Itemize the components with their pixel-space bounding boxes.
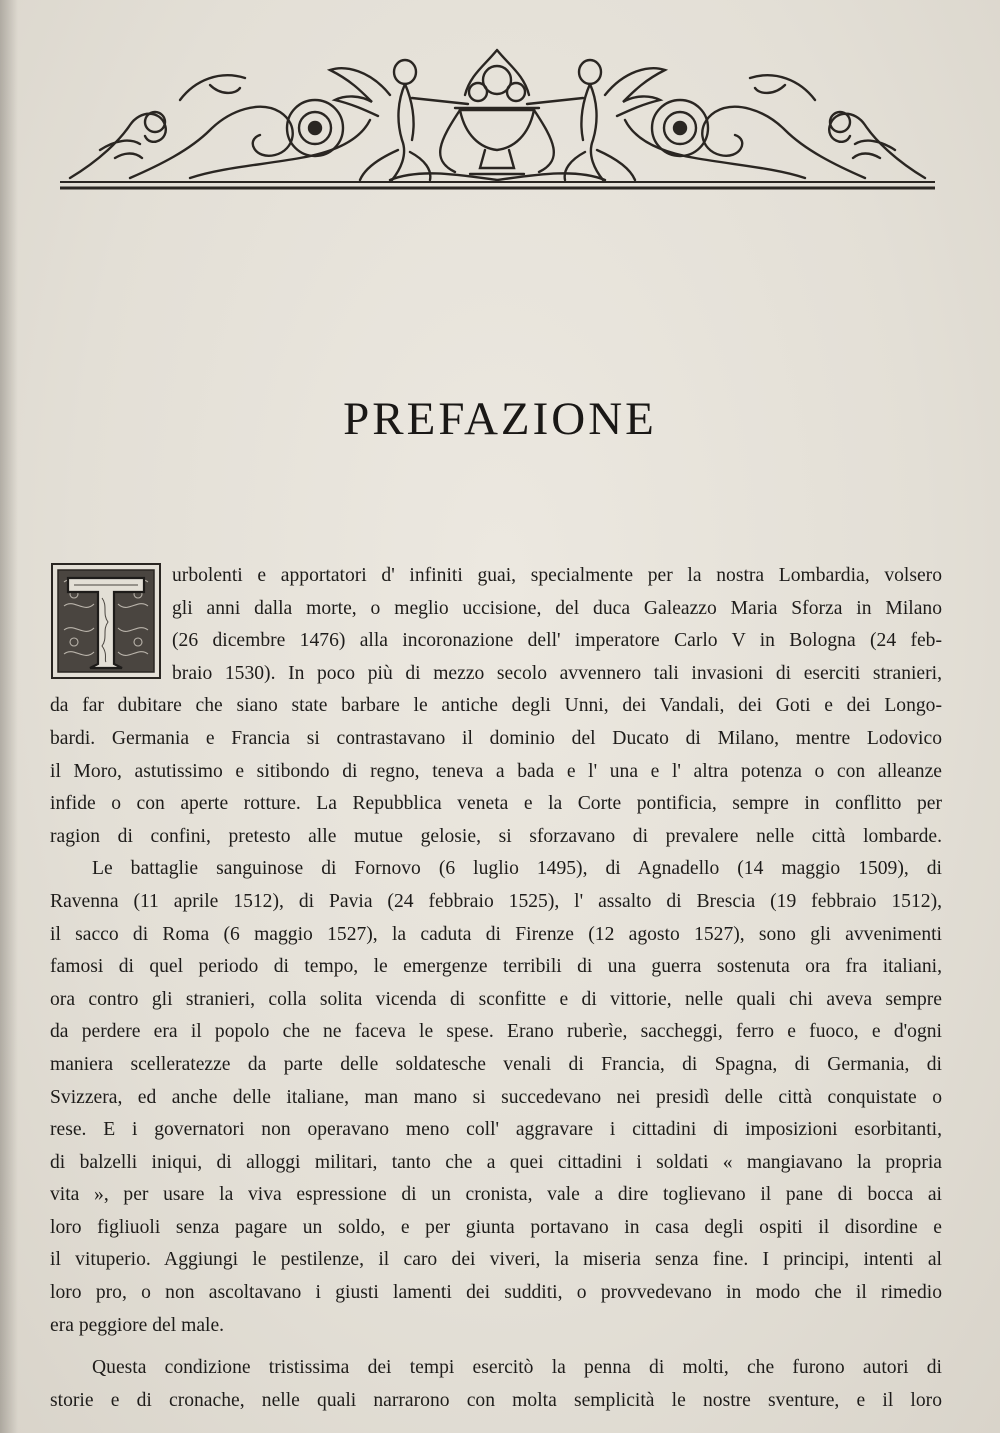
- text-line: il Moro, astutissimo e sitibondo di regno, teneva a bada e l' una e l' altra potenza o con alleanze: [50, 760, 942, 782]
- text-line: storie e di cronache, nelle quali narrarono con molta semplicità le nostre sventure, e il loro: [50, 1389, 942, 1411]
- text-line: (26 dicembre 1476) alla incoronazione dell' imperatore Carlo V in Bologna (24 feb-: [172, 630, 942, 652]
- text-line: rese. E i governatori non operavano meno coll' aggravare i cittadini di imposizioni esorbitanti,: [50, 1119, 942, 1141]
- page-edge-shadow: [0, 0, 18, 1433]
- text-line: urbolenti e apportatori d' infiniti guai, specialmente per la nostra Lombardia, volsero: [172, 565, 942, 586]
- text-line: Le battaglie sanguinose di Fornovo (6 luglio 1495), di Agnadello (14 maggio 1509), di: [92, 858, 942, 880]
- text-line: Questa condizione tristissima dei tempi esercitò la penna di molti, che furono autori di: [92, 1357, 942, 1379]
- paragraph: [50, 853, 942, 1342]
- body-text: [50, 560, 942, 1417]
- text-line: era peggiore del male.: [50, 1314, 225, 1336]
- text-line: ragion di confini, pretesto alle mutue gelosie, si sforzavano di prevalere nelle città lombarde.: [50, 825, 942, 847]
- text-line: da perdere era il popolo che ne faceva le spese. Erano ruberìe, saccheggi, ferro e fuoco, e d'ogni: [50, 1021, 942, 1043]
- text-line: loro figliuoli senza pagare un soldo, e per giunta portavano in casa degli ospiti il disordine e: [50, 1216, 942, 1238]
- text-line: ora contro gli stranieri, colla solita vicenda di sconfitte e di vittorie, nelle quali chi aveva sempre: [50, 988, 942, 1010]
- text-line: Svizzera, ed anche delle italiane, man mano si succedevano nei presidì delle città conquistate o: [50, 1086, 942, 1108]
- text-line: il vituperio. Aggiungi le pestilenze, il caro dei viveri, la miseria senza fine. I principi, intenti al: [50, 1249, 942, 1271]
- text-line: gli anni dalla morte, o meglio uccisione, del duca Galeazzo Maria Sforza in Milano: [172, 597, 942, 619]
- text-line: vita », per usare la viva espressione di un cronista, vale a dire toglievano il pane di bocca ai: [50, 1184, 942, 1206]
- text-line: loro pro, o non ascoltavano i giusti lamenti dei sudditi, o provvedevano in modo che il rimedio: [50, 1282, 942, 1304]
- text-line: infide o con aperte rotture. La Repubblica veneta e la Corte pontificia, sempre in conflitto per: [50, 793, 942, 815]
- headpiece-ornament-icon: [60, 40, 935, 200]
- text-line: di balzelli iniqui, di alloggi militari, tanto che a quei cittadini i soldati « mangiavano la propria: [50, 1151, 942, 1173]
- paragraph: [50, 560, 942, 853]
- text-line: Ravenna (11 aprile 1512), di Pavia (24 febbraio 1525), l' assalto di Brescia (19 febbraio 1512),: [50, 890, 942, 912]
- text-line: bardi. Germania e Francia si contrastavano il dominio del Ducato di Milano, mentre Lodovico: [50, 727, 942, 749]
- text-line: famosi di quel periodo di tempo, le emergenze terribili di una guerra sostenuta ora fra italiani,: [50, 956, 942, 978]
- text-line: il sacco di Roma (6 maggio 1527), la caduta di Firenze (12 agosto 1527), sono gli avvenimenti: [50, 923, 942, 945]
- page-title: PREFAZIONE: [343, 393, 657, 445]
- paragraph: [50, 1352, 942, 1417]
- text-line: braio 1530). In poco più di mezzo secolo avvennero tali invasioni di eserciti stranieri,: [172, 662, 942, 684]
- text-line: da far dubitare che siano state barbare le antiche degli Unni, dei Vandali, dei Goti e dei Longo-: [50, 695, 942, 717]
- text-line: maniera scelleratezze da parte delle soldatesche venali di Francia, di Spagna, di Germania, di: [50, 1053, 942, 1075]
